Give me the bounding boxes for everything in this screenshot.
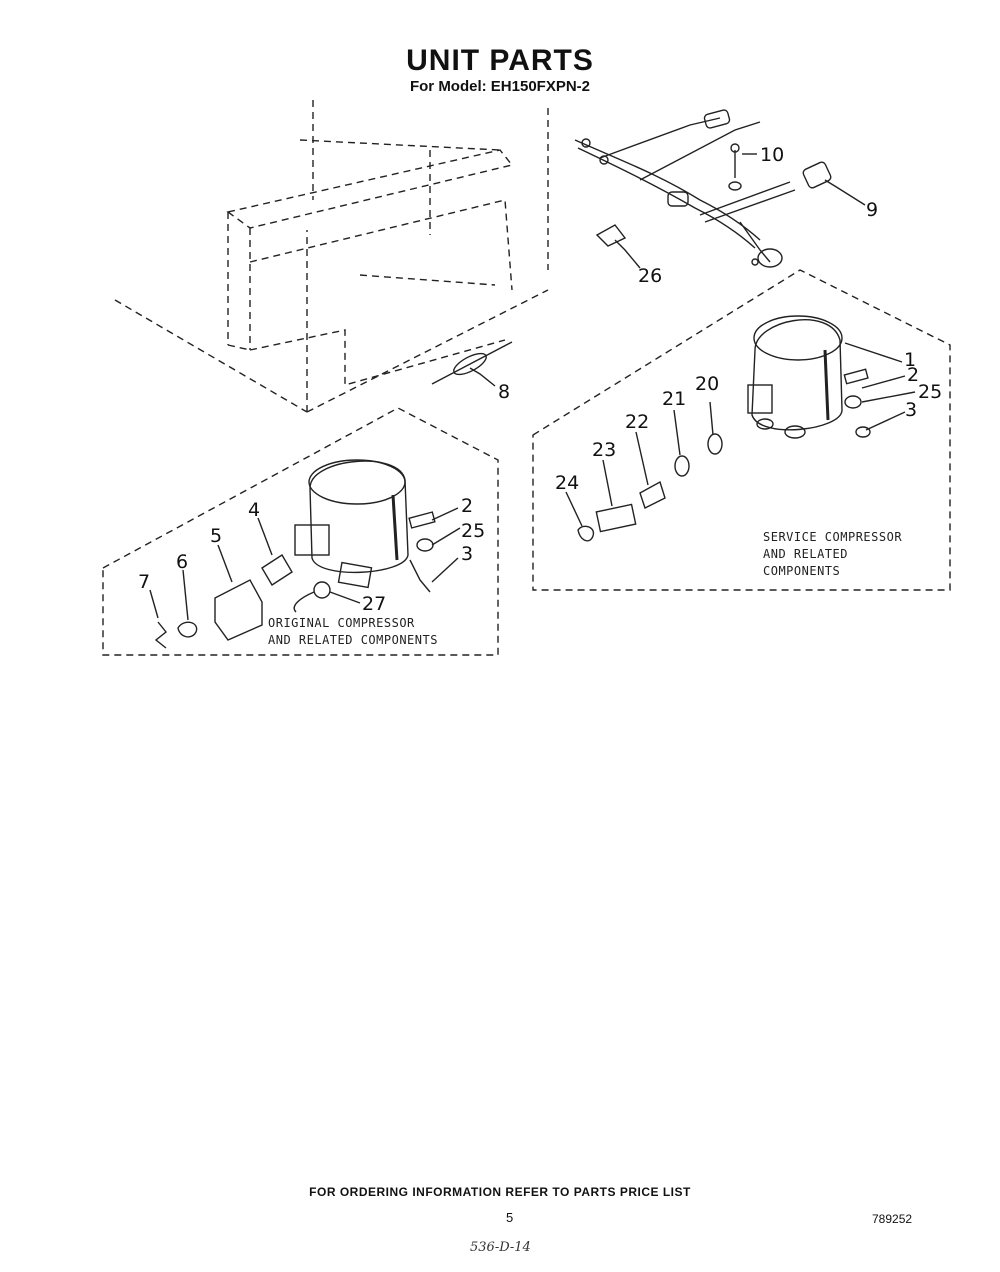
callout-20: 20 (695, 373, 720, 395)
service-label-line2: AND RELATED (763, 547, 848, 561)
part-5 (215, 580, 262, 640)
document-number: 789252 (872, 1212, 913, 1226)
callout-27: 27 (362, 593, 387, 615)
model-number: For Model: EH150FXPN-2 (409, 78, 591, 95)
callout-2-original: 2 (461, 495, 474, 517)
callout-7: 7 (138, 571, 151, 593)
part-21 (675, 456, 689, 476)
callout-3-service: 3 (905, 399, 918, 421)
callout-24: 24 (555, 472, 580, 494)
service-label-line1: SERVICE COMPRESSOR (763, 530, 903, 544)
callout-3-original: 3 (461, 543, 474, 565)
callout-8: 8 (498, 381, 511, 403)
cabinet-outline (115, 100, 548, 412)
callout-2-service: 2 (907, 364, 920, 386)
part-20 (708, 434, 722, 454)
part-10-screw (729, 144, 741, 190)
callout-4: 4 (248, 499, 261, 521)
callout-6: 6 (176, 551, 189, 573)
callout-26: 26 (638, 265, 663, 287)
ordering-note: FOR ORDERING INFORMATION REFER TO PARTS PRICE LIST (309, 1185, 691, 1199)
page-number: 5 (506, 1210, 514, 1225)
original-label-line1: ORIGINAL COMPRESSOR (268, 616, 415, 630)
callout-1: 1 (904, 349, 917, 371)
part-6 (178, 622, 197, 637)
original-compressor (295, 460, 435, 592)
callout-5: 5 (210, 525, 223, 547)
part-22 (640, 482, 665, 508)
part-7 (156, 622, 166, 648)
part-4 (262, 555, 292, 585)
callout-25-service: 25 (918, 381, 943, 403)
callout-9: 9 (866, 199, 879, 221)
page-title: UNIT PARTS (406, 44, 594, 77)
part-23 (596, 504, 635, 531)
part-8-drier (432, 342, 512, 384)
callout-25-original: 25 (461, 520, 486, 542)
callout-22: 22 (625, 411, 650, 433)
part-26-clip (597, 225, 625, 246)
service-compressor (748, 316, 870, 438)
callout-21: 21 (662, 388, 687, 410)
part-24 (578, 526, 593, 541)
original-label-line2: AND RELATED COMPONENTS (268, 633, 438, 647)
service-label-line3: COMPONENTS (763, 564, 841, 578)
handwritten-note: 536-D-14 (470, 1240, 531, 1255)
part-27 (294, 582, 330, 612)
callout-23: 23 (592, 439, 617, 461)
callout-10: 10 (760, 144, 785, 166)
